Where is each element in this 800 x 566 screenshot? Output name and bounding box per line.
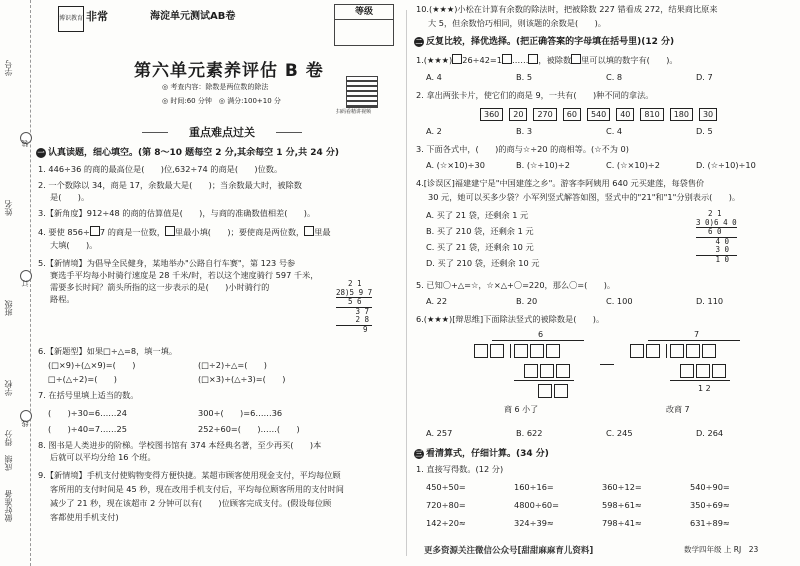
question-9-line-4: 客都使用手机支付) <box>50 512 119 522</box>
choice-5-options <box>426 296 786 307</box>
choice-2: 2. 拿出两张卡片，使它们的商是 9，一共有( )种不同的拿法。 <box>416 90 654 100</box>
option-b[interactable]: B. (☆÷10)÷2 <box>516 160 570 170</box>
question-3: 3.【新角度】912÷48 的商的估算值是( )，与商的准确数值相差( )。 <box>38 208 316 218</box>
series-title: 海淀单元测试AB卷 <box>150 11 236 22</box>
calc-item: 360÷12= <box>602 482 642 492</box>
question-10-line-1: 10.(★★★)小松在计算有余数的除法时，把被除数 227 错看成 272，结果商比原来 <box>416 4 718 14</box>
blank-box <box>452 54 462 64</box>
question-9-line-1: 9.【新情境】手机支付使购物变得方便快捷。某超市顾客使用现金支付，平均每位顾 <box>38 470 341 480</box>
footer-watermark: 更多资源关注微信公众号[甜甜麻麻育儿资料] <box>424 546 594 556</box>
calc-item: 324÷39≈ <box>514 518 554 528</box>
choice-4-option-d[interactable]: D. 买了 210 袋，还剩余 10 元 <box>426 258 540 268</box>
calc-item: 720÷80= <box>426 500 466 510</box>
binding-label-school: 学校 <box>4 380 13 396</box>
question-8-line-1: 8. 图书是人类进步的阶梯。学校图书馆有 374 本经典名著，至少再买( )本 <box>38 440 322 450</box>
calc-row-1 <box>426 482 730 493</box>
calc-item: 142÷20≈ <box>426 518 466 528</box>
choice-5: 5. 已知〇+△=☆，☆×△+〇=220，那么〇=( )。 <box>416 280 616 290</box>
binding-label-score: 得分 <box>4 430 13 446</box>
option-a[interactable]: A. 4 <box>426 72 442 82</box>
c6-left-division: 6 商 6 小了 <box>474 330 584 416</box>
binding-mark: 线 <box>21 420 29 427</box>
calc-item: 540÷90= <box>690 482 730 492</box>
section-banner: 重点难点过关 <box>142 124 302 140</box>
publisher-logo: 博识教育 <box>58 6 84 32</box>
choice-4-option-b[interactable]: B. 买了 210 袋，还剩余 1 元 <box>426 226 534 236</box>
number-card: 20 <box>509 108 527 121</box>
option-a[interactable]: A. 257 <box>426 428 453 438</box>
number-card: 40 <box>616 108 634 121</box>
left-column <box>36 4 402 564</box>
number-card: 270 <box>533 108 556 121</box>
question-7-row-1: ( )÷30=6……24 300÷( )=6……36 <box>48 408 283 418</box>
blank-box <box>304 226 314 236</box>
option-d[interactable]: D. 264 <box>696 428 724 438</box>
question-5-line-1: 5.【新情境】为倡导全民健身，某地举办"公路自行车赛"，第 123 号参 <box>38 258 296 268</box>
number-card: 30 <box>699 108 717 121</box>
choice-3: 3. 下面各式中，( )的商与☆÷20 的商相等。(☆不为 0) <box>416 144 629 154</box>
blank-box <box>502 54 512 64</box>
calc-item: 160÷16= <box>514 482 554 492</box>
section-2-heading: 二 反复比较，择优选择。(把正确答案的字母填在括号里)(12 分) <box>415 37 675 47</box>
question-4-line-2: 大填( )。 <box>50 240 98 250</box>
question-10-line-2: 大 5，但余数恰巧相同，则该题的余数是( )。 <box>428 18 606 28</box>
exam-title: 第六单元素养评估 B 卷 <box>134 61 324 81</box>
calc-item: 350÷69≈ <box>690 500 730 510</box>
number-cards <box>480 108 717 121</box>
blank-box <box>571 54 581 64</box>
binding-label-student-id: 学号 <box>4 60 13 76</box>
question-6: 6.【新题型】如果□÷△=8，填一填。 <box>38 346 178 356</box>
choice-2-options <box>426 126 786 137</box>
calc-item: 450÷50= <box>426 482 466 492</box>
question-6-row-2: □÷(△÷2)=( ) (□×3)÷(△÷3)=( ) <box>48 374 286 384</box>
option-c[interactable]: C. 245 <box>606 428 633 438</box>
choice-4-line-1: 4.[诊误区]福建建宁是"中国建莲之乡"。游客李阿姨用 640 元买建莲，每袋售价 <box>416 178 705 188</box>
choice-4-option-c[interactable]: C. 买了 21 袋，还剩余 10 元 <box>426 242 534 252</box>
choice-6: 6.(★★★)[辩思维]下面除法竖式的被除数是( )。 <box>416 314 605 324</box>
dash-separator <box>600 364 614 365</box>
choice-4-option-a[interactable]: A. 买了 21 袋，还剩余 1 元 <box>426 210 529 220</box>
qr-code-icon <box>346 76 378 108</box>
number-card: 360 <box>480 108 503 121</box>
calc-item: 631÷89≈ <box>690 518 730 528</box>
option-d[interactable]: D. 110 <box>696 296 724 306</box>
binding-strip <box>0 0 31 566</box>
exam-subtitle: ◎ 考查内容：除数是两位数的除法 <box>162 83 269 91</box>
option-d[interactable]: D. (☆÷10)÷10 <box>696 160 756 170</box>
option-d[interactable]: D. 5 <box>696 126 713 136</box>
series-slogan: 非常 <box>86 10 108 23</box>
page-number: 23 <box>748 545 759 554</box>
section-1-heading: 一 认真读题，细心填空。(第 8～10 题每空 2 分,其余每空 1 分,共 24 分) <box>37 148 339 158</box>
question-7-row-2: ( )÷40=7……25 252÷60=( )……( ) <box>48 424 300 434</box>
number-card: 180 <box>670 108 693 121</box>
choice-6-options <box>426 428 786 439</box>
question-2-line-2: 是( )。 <box>50 192 90 202</box>
calc-item: 598÷61≈ <box>602 500 642 510</box>
option-c[interactable]: C. 4 <box>606 126 623 136</box>
choice-1: 1.(★★★) 26÷42=1 …… ，被除数 里可以填的数字有( )。 <box>416 55 678 65</box>
calc-row-2 <box>426 500 730 511</box>
binding-mark: 装 <box>21 140 29 147</box>
calc-item: 798÷41≈ <box>602 518 642 528</box>
section-3-heading: 三 看清算式，仔细计算。(34 分) <box>415 449 549 459</box>
question-6-row-1: (□×9)÷(△×9)=( ) (□÷2)÷△=( ) <box>48 360 267 370</box>
c6-right-division: 7 1 2 改商 7 <box>630 330 740 416</box>
choice-3-options <box>426 160 786 171</box>
option-b[interactable]: B. 5 <box>516 72 533 82</box>
blank-box <box>165 226 175 236</box>
question-4-line-1: 4. 要使 856÷ 7 的商是一位数， 里最小填( )；要使商是两位数， 里最 <box>38 227 331 237</box>
exam-time-score: ◎ 时间:60 分钟 ◎ 满分:100+10 分 <box>162 97 281 105</box>
binding-label-class: 班级 <box>4 300 13 316</box>
column-divider <box>406 10 407 556</box>
binding-label-prepare: 做好准备 <box>4 490 13 522</box>
calc-row-3 <box>426 518 730 529</box>
option-a[interactable]: A. (☆×10)÷30 <box>426 160 485 170</box>
question-2-line-1: 2. 一个数除以 34，商是 17，余数最大是( )；当余数最大时，被除数 <box>38 180 302 190</box>
binding-label-result: 成绩 <box>4 455 13 471</box>
right-column <box>414 4 794 564</box>
number-card: 540 <box>587 108 610 121</box>
question-8-line-2: 后就可以平均分给 16 个班。 <box>50 452 156 462</box>
option-b[interactable]: B. 622 <box>516 428 543 438</box>
option-b[interactable]: B. 20 <box>516 296 538 306</box>
question-1: 1. 446÷36 的商的最高位是( )位,632÷74 的商是( )位数。 <box>38 164 283 174</box>
binding-mark: 订 <box>21 280 29 287</box>
question-5-line-4: 路程。 <box>50 294 75 304</box>
choice-1-options <box>426 72 786 83</box>
option-d[interactable]: D. 7 <box>696 72 713 82</box>
blank-box <box>90 226 100 236</box>
number-card: 60 <box>563 108 581 121</box>
c4-long-division: 2 1 3 0)6 4 0 6 0 4 0 3 0 1 0 <box>696 209 737 264</box>
question-9-line-2: 客所用的支付时间是 45 秒，现在改用手机支付后，平均每位顾客所用的支付时间 <box>50 484 344 494</box>
binding-label-name: 姓名 <box>4 200 13 216</box>
question-9-line-3: 减少了 21 秒，现在该超市 2 分钟可以有( )位顾客完成支付。(假设每位顾 <box>50 498 332 508</box>
option-c[interactable]: C. 8 <box>606 72 623 82</box>
blank-box <box>528 54 538 64</box>
choice-4-line-2: 30 元，她可以买多少袋？小军列竖式解答如图，竖式中的"21"和"1"分别表示( )。 <box>428 192 741 202</box>
option-a[interactable]: A. 22 <box>426 296 448 306</box>
number-card: 810 <box>640 108 663 121</box>
question-7: 7. 在括号里填上适当的数。 <box>38 390 139 400</box>
option-a[interactable]: A. 2 <box>426 126 442 136</box>
q5-long-division: 2 1 28)5 9 7 5 6 3 7 2 8 9 <box>336 279 373 334</box>
option-c[interactable]: C. 100 <box>606 296 633 306</box>
question-5-line-2: 赛选手平均每小时骑行速度是 28 千米/时，若以这个速度骑行 597 千米， <box>50 270 319 280</box>
calc-item: 4800÷60= <box>514 500 559 510</box>
grade-label: 等级 <box>335 5 393 20</box>
option-b[interactable]: B. 3 <box>516 126 533 136</box>
option-c[interactable]: C. (☆×10)÷2 <box>606 160 660 170</box>
question-5-line-3: 需要多长时间？箭头所指的这一步表示的是( )小时骑行的 <box>50 282 270 292</box>
section-3-question-1: 1. 直接写得数。(12 分) <box>416 464 504 474</box>
page-info: 数学四年级 上 RJ 23 <box>684 545 759 554</box>
qr-caption: 扫码看精讲视频 <box>336 109 372 115</box>
grade-box <box>334 4 394 46</box>
